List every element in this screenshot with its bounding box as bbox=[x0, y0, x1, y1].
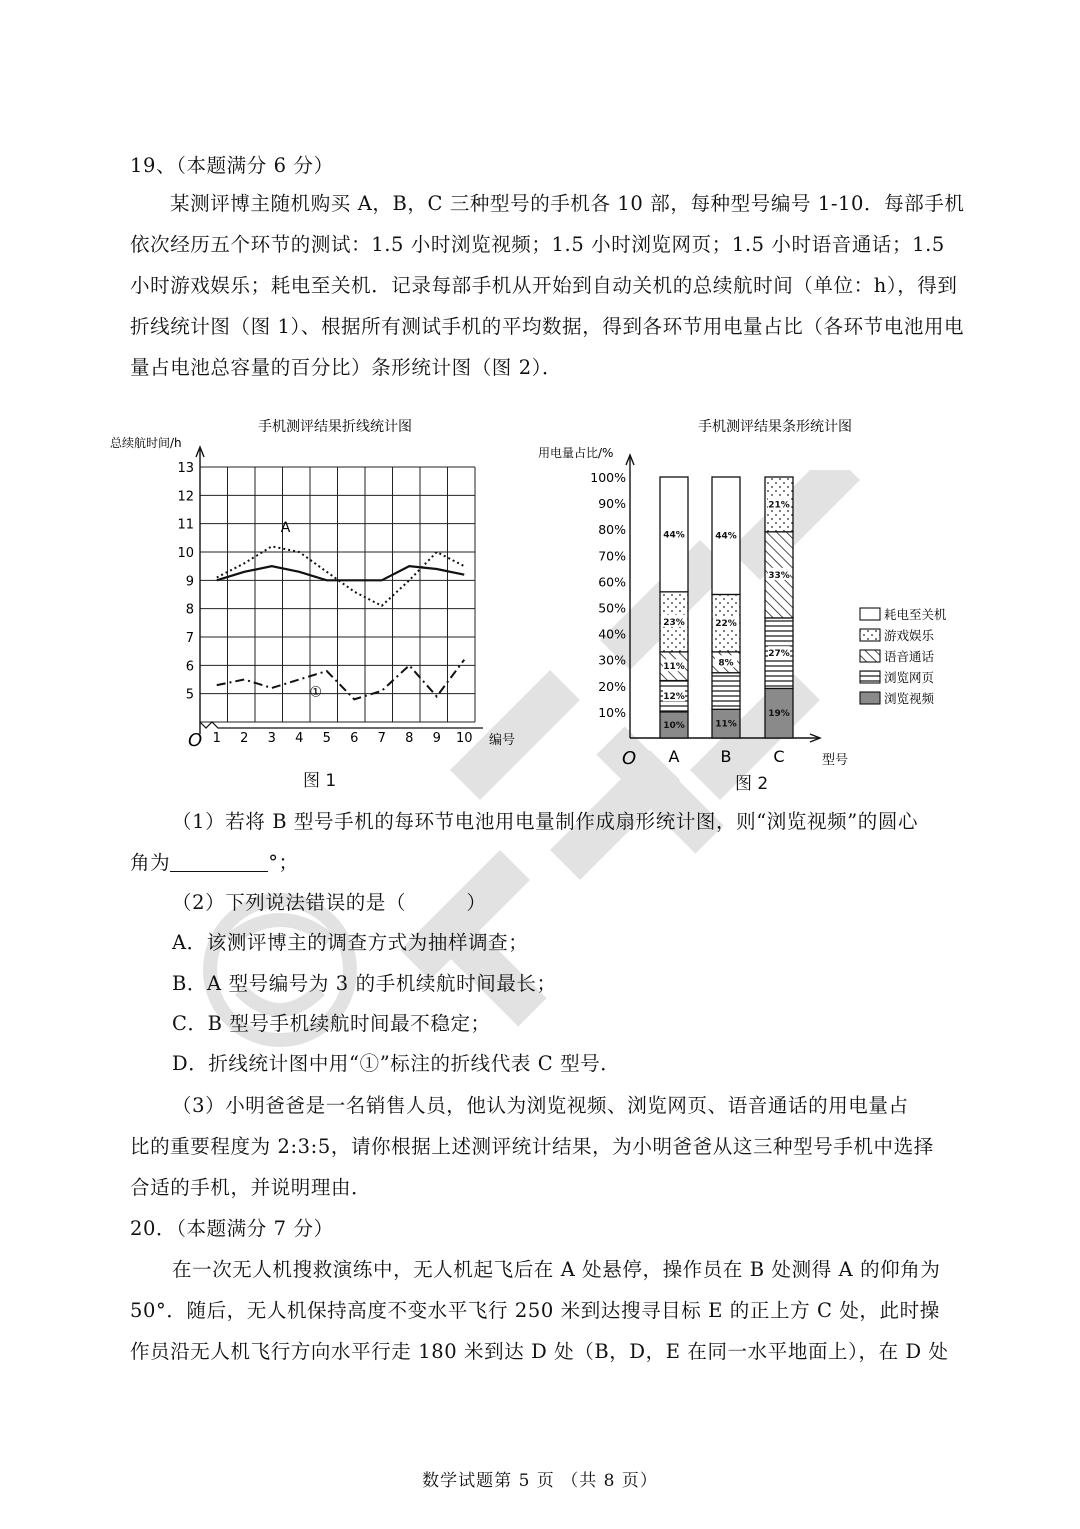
figure2-data-label: 23% bbox=[663, 617, 685, 628]
q20-header: 20．（本题满分 7 分） bbox=[130, 1217, 334, 1240]
figure2-legend-label: 浏览视频 bbox=[884, 691, 935, 706]
figure1-ytick: 10 bbox=[177, 546, 194, 561]
figure2-ytick: 10% bbox=[598, 704, 626, 720]
figure2-legend-swatch bbox=[860, 692, 880, 704]
page-footer: 数学试题第 5 页 （共 8 页） bbox=[422, 1471, 658, 1491]
q19-part3-line1: （3）小明爸爸是一名销售人员，他认为浏览视频、浏览网页、语音通话的用电量占 bbox=[172, 1094, 909, 1117]
figure1-ytick: 13 bbox=[177, 461, 194, 476]
q19-part1-suffix: °； bbox=[268, 851, 299, 874]
figure1-xtick: 5 bbox=[322, 731, 331, 746]
option-c: C．B 型号手机续航时间最不稳定； bbox=[172, 1012, 491, 1035]
figure2-ytick: 30% bbox=[598, 652, 626, 668]
figure2-legend-label: 语音通话 bbox=[884, 649, 935, 664]
figure1-xtick: 2 bbox=[240, 731, 249, 746]
answer-blank[interactable] bbox=[170, 853, 268, 872]
figure2-data-label: 33% bbox=[768, 570, 790, 581]
figure2-ytick: 60% bbox=[598, 574, 626, 590]
figure1-xtick: 6 bbox=[350, 731, 359, 746]
figure2-data-label: 8% bbox=[718, 658, 734, 669]
figure1-xtick: 10 bbox=[455, 731, 473, 746]
figure1-series-line-2 bbox=[217, 546, 465, 606]
figure1-ylabel: 总续航时间/h bbox=[110, 436, 182, 450]
figure2-ylabel: 用电量占比/% bbox=[538, 446, 614, 460]
figure2-ytick: 70% bbox=[598, 548, 626, 564]
q20-line3: 作员沿无人机飞行方向水平行走 180 米到达 D 处（B，D，E 在同一水平地面上），在 D 处 bbox=[130, 1340, 949, 1363]
figure2-ytick: 90% bbox=[598, 496, 626, 512]
figure1-annotation: ① bbox=[309, 684, 323, 701]
figure2-ytick: 20% bbox=[598, 678, 626, 694]
figure2-ytick: 100% bbox=[590, 470, 626, 485]
figure1-line-chart bbox=[110, 405, 530, 760]
figure1-x-axis bbox=[200, 722, 483, 728]
figure1-ytick: 11 bbox=[177, 517, 194, 533]
option-d: D．折线统计图中用“①”标注的折线代表 C 型号． bbox=[172, 1052, 621, 1075]
q19-header: 19、（本题满分 6 分） bbox=[130, 154, 334, 177]
figure2-data-label: 12% bbox=[663, 692, 685, 703]
figure2-category: A bbox=[668, 747, 680, 765]
figure2-bar-segment bbox=[712, 673, 740, 710]
figure1-grid bbox=[200, 467, 475, 722]
figure1-ytick: 12 bbox=[177, 489, 194, 505]
q19-part3-line3: 合适的手机，并说明理由． bbox=[130, 1176, 372, 1199]
figure1-xtick: 4 bbox=[295, 731, 304, 746]
figure2-caption: 图 2 bbox=[735, 774, 769, 794]
figure1-xtick: 1 bbox=[212, 731, 221, 746]
figure1-xtick: 8 bbox=[405, 731, 414, 746]
q19-part1-line1: （1）若将 B 型号手机的每环节电池用电量制作成扇形统计图，则“浏览视频”的圆心 bbox=[172, 810, 919, 833]
q20-line1: 在一次无人机搜救演练中，无人机起飞后在 A 处悬停，操作员在 B 处测得 A 的仰角为 bbox=[172, 1258, 941, 1281]
figure1-annotation: A bbox=[280, 520, 291, 537]
figure2-data-label: 11% bbox=[715, 719, 737, 730]
figure1-xtick: 7 bbox=[377, 731, 386, 746]
figure2-ytick: 80% bbox=[598, 522, 626, 538]
figure1-xtick: 3 bbox=[267, 731, 276, 746]
figure2-legend-label: 耗电至关机 bbox=[884, 607, 947, 622]
q19-intro: 某测评博主随机购买 A，B，C 三种型号的手机各 10 部，每种型号编号 1-10．每部手机依次经历五个环节的测试：1.5 小时浏览视频；1.5 小时浏览网页；1.5 小时语音通话；1.5 小时游戏娱乐；耗电至关机．记录每部手机从开始到自动关机的总续航时间（单位：h），得到折线统计图（图 1）、根据所有测试手机的平均数据，得到各环节用电量占比（各环节电池用电量占电池总容量的百分比）条形统计图（图 2）． bbox=[130, 192, 965, 379]
q19-part3-line2: 比的重要程度为 2:3:5，请你根据上述测评统计结果，为小明爸爸从这三种型号手机中选择 bbox=[130, 1135, 934, 1158]
figure2-data-label: 10% bbox=[663, 720, 685, 731]
figure2-data-label: 27% bbox=[768, 649, 790, 660]
figure2-data-label: 22% bbox=[715, 619, 737, 630]
q20-line2: 50°．随后，无人机保持高度不变水平飞行 250 米到达搜寻目标 E 的正上方 C 处，此时操 bbox=[130, 1299, 940, 1322]
figure2-data-label: 19% bbox=[768, 709, 790, 720]
figure2-origin: O bbox=[622, 748, 637, 765]
figure2-category: C bbox=[773, 747, 785, 765]
figure1-title: 手机测评结果折线统计图 bbox=[258, 419, 412, 435]
figure2-data-label: 44% bbox=[663, 530, 685, 541]
figure2-legend-label: 游戏娱乐 bbox=[884, 628, 935, 643]
figure2-category: B bbox=[720, 747, 732, 765]
figure1-ytick: 8 bbox=[185, 602, 194, 618]
q19-part1-line2 bbox=[130, 847, 299, 875]
figure2-bar-chart bbox=[530, 405, 970, 765]
figure2-xlabel: 型号 bbox=[822, 753, 849, 765]
option-b: B．A 型号编号为 3 的手机续航时间最长； bbox=[172, 972, 557, 995]
q19-part1-prefix: 角为 bbox=[130, 851, 171, 874]
figure1-ytick: 9 bbox=[185, 574, 194, 590]
figure1-origin: O bbox=[188, 730, 203, 751]
figure1-ytick: 7 bbox=[185, 631, 194, 646]
figure1-ytick: 5 bbox=[185, 687, 194, 703]
figure2-legend-swatch bbox=[860, 629, 880, 641]
q19-part2: （2）下列说法错误的是（ ） bbox=[172, 891, 487, 914]
figure2-legend-swatch bbox=[860, 650, 880, 662]
figure2-legend-label: 浏览网页 bbox=[884, 670, 935, 685]
figure2-data-label: 21% bbox=[768, 500, 790, 511]
figure1-xtick: 9 bbox=[432, 731, 441, 746]
figure2-legend-swatch bbox=[860, 671, 880, 683]
figure2-title: 手机测评结果条形统计图 bbox=[698, 419, 852, 435]
figure1-ytick: 6 bbox=[185, 659, 194, 675]
option-a: A．该测评博主的调查方式为抽样调查； bbox=[172, 931, 529, 954]
figure2-ytick: 50% bbox=[598, 600, 626, 616]
figure2-data-label: 44% bbox=[715, 531, 737, 542]
figure1-xlabel: 编号 bbox=[489, 733, 516, 748]
figure2-ytick: 40% bbox=[598, 626, 626, 642]
figure1-caption: 图 1 bbox=[303, 771, 337, 791]
figure2-legend-swatch bbox=[860, 608, 880, 620]
figure1-series-line-1 bbox=[217, 566, 465, 580]
figure2-data-label: 11% bbox=[663, 662, 685, 673]
